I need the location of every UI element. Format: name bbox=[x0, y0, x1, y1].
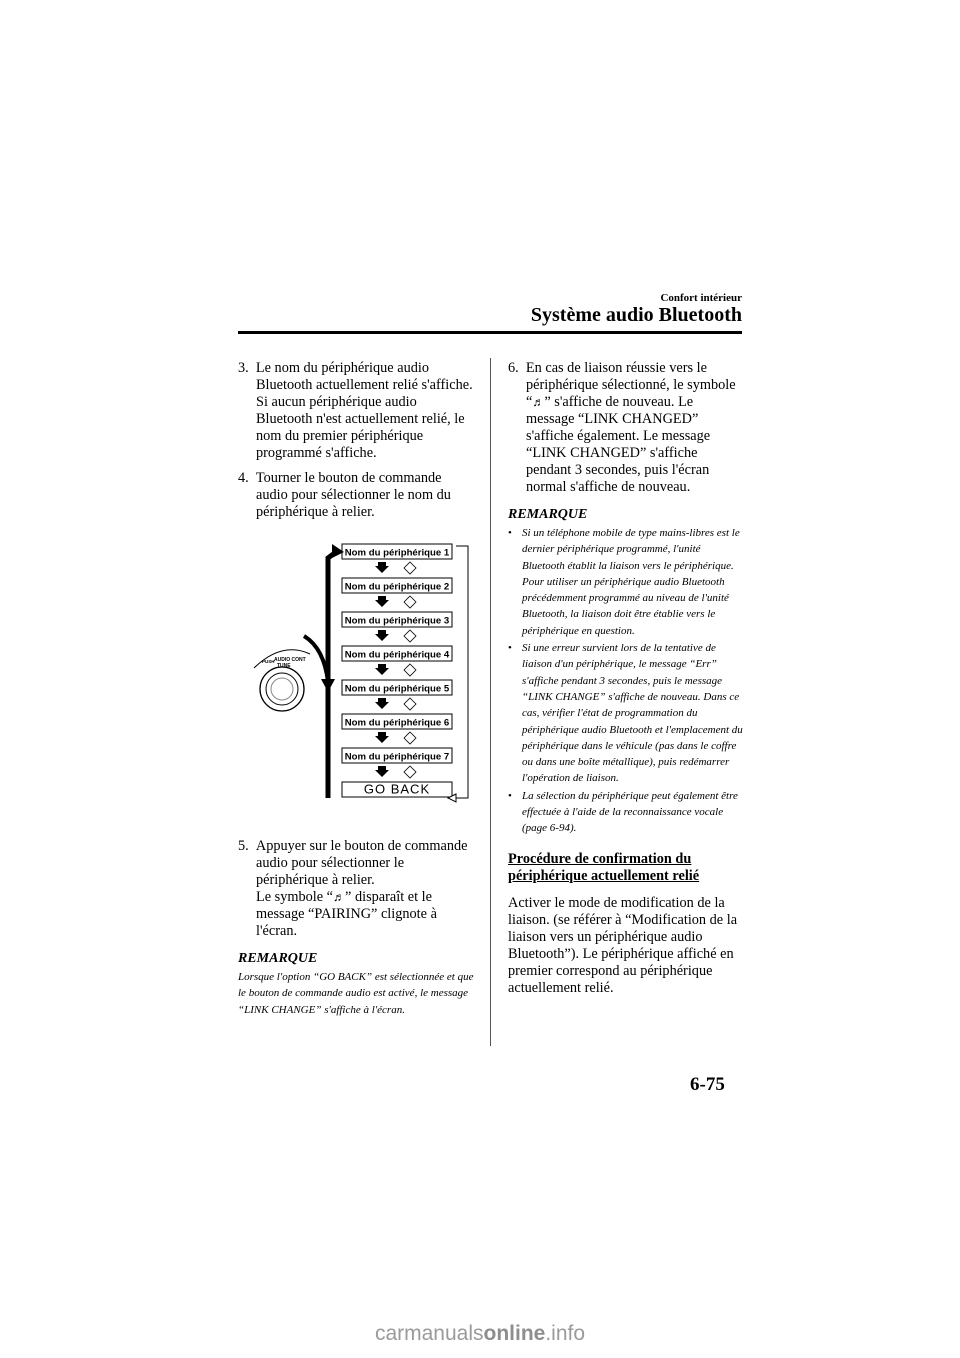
subheading-line: Procédure de confirmation du bbox=[508, 850, 692, 867]
section-label: Confort intérieur bbox=[660, 292, 742, 304]
note-bullet bbox=[508, 788, 744, 837]
music-note-icon: ♬ bbox=[333, 890, 346, 904]
down-arrow-icon bbox=[375, 596, 389, 607]
step-number: 6. bbox=[508, 360, 519, 376]
note-bullet bbox=[508, 525, 744, 639]
right-column bbox=[508, 360, 744, 1005]
hollow-diamond-icon bbox=[404, 562, 416, 574]
step-text-pre: Le symbole “ bbox=[256, 889, 334, 905]
knob-label-push: PUSH bbox=[262, 659, 275, 664]
bullet-text: Si une erreur survient lors de la tentative de liaison d'un périphérique, le message “Err” s'affiche pendant 3 secondes, puis le message “LINK CHANGE” s'affiche de nouveau. Dans ce cas, vérifier l'état de programmation du périphérique audio Bluetooth et l'emplacement du périphérique dans le véhicule (pas dans le coffre ou dans une boîte métallique), puis redémarrer l'opération de liaison. bbox=[522, 642, 743, 785]
bullet-icon: • bbox=[508, 789, 512, 802]
device-name-7: Nom du périphérique 7 bbox=[344, 751, 450, 763]
bullet-icon: • bbox=[508, 527, 512, 539]
page-number: 6-75 bbox=[690, 1074, 725, 1095]
watermark-part: online bbox=[483, 1322, 546, 1345]
step-text-pre: En cas de liaison réussie vers le périphérique sélectionné, le symbole “ bbox=[525, 360, 736, 410]
device-selection-diagram bbox=[236, 536, 476, 812]
note-text: Lorsque l'option “GO BACK” est sélectionnée et que le bouton de commande audio est activé, le message “LINK CHANGE” s'affiche à l'écran. bbox=[238, 971, 474, 1016]
down-arrow-icon bbox=[375, 732, 389, 743]
step-text-post: ” disparaît et le message “PAIRING” clignote à l'écran. bbox=[256, 889, 437, 939]
audio-control-knob bbox=[254, 636, 335, 711]
column-divider bbox=[490, 358, 491, 1046]
device-name-1: Nom du périphérique 1 bbox=[344, 547, 450, 559]
hollow-diamond-icon bbox=[404, 766, 416, 778]
note-heading: REMARQUE bbox=[508, 507, 588, 522]
step-5 bbox=[238, 838, 474, 940]
step-3 bbox=[238, 360, 474, 462]
device-name-5: Nom du périphérique 5 bbox=[344, 683, 450, 695]
down-arrow-icon bbox=[375, 766, 389, 777]
knob-label-tune: TUNE bbox=[277, 663, 291, 669]
device-name-2: Nom du périphérique 2 bbox=[344, 581, 450, 593]
step-number: 3. bbox=[238, 360, 249, 376]
header-rule bbox=[238, 331, 742, 334]
device-name-3: Nom du périphérique 3 bbox=[344, 615, 450, 627]
hollow-diamond-icon bbox=[404, 698, 416, 710]
watermark-part: .info bbox=[545, 1322, 586, 1345]
hollow-diamond-icon bbox=[404, 630, 416, 642]
note-bullet bbox=[508, 640, 744, 787]
hollow-diamond-icon bbox=[404, 664, 416, 676]
bullet-text: La sélection du périphérique peut également être effectuée à l'aide de la reconnaissance vocale (page 6-94). bbox=[522, 789, 738, 835]
section-subheading bbox=[508, 851, 744, 885]
knob-label-audio: AUDIO CONT bbox=[274, 657, 306, 663]
left-column bbox=[238, 360, 474, 529]
bullet-text: Si un téléphone mobile de type mains-libres est le dernier périphérique programmé, l'unité Bluetooth établit la liaison vers le périphérique. Pour utiliser un périphérique audio Bluetooth précédemment programmé au niveau de l'unité Bluetooth, la liaison doit être établie vers le périphérique en question. bbox=[522, 527, 740, 637]
device-name-4: Nom du périphérique 4 bbox=[344, 649, 450, 661]
page-title: Système audio Bluetooth bbox=[530, 304, 742, 326]
down-arrow-icon bbox=[375, 664, 389, 675]
subheading-line: périphérique actuellement relié bbox=[508, 867, 700, 884]
step-text-post: ” s'affiche de nouveau. Le message “LINK CHANGED” s'affiche également. Le message “LINK CHANGED” s'affiche pendant 3 secondes, puis l'écran normal s'affiche de nouveau. bbox=[526, 394, 711, 495]
step-text: Tourner le bouton de commande audio pour sélectionner le nom du périphérique à relier. bbox=[255, 470, 451, 520]
watermark bbox=[0, 1322, 960, 1346]
step-number: 4. bbox=[238, 470, 249, 486]
down-arrow-icon bbox=[375, 630, 389, 641]
down-arrow-icon bbox=[375, 698, 389, 709]
hollow-diamond-icon bbox=[404, 732, 416, 744]
paragraph: Activer le mode de modification de la liaison. (se référer à “Modification de la liaison vers un périphérique audio Bluetooth”). Le périphérique affiché en premier correspond au périphérique actuellement relié. bbox=[508, 894, 738, 996]
step-6 bbox=[508, 360, 744, 496]
step-4 bbox=[238, 470, 474, 521]
down-arrow-icon bbox=[375, 562, 389, 573]
hollow-diamond-icon bbox=[404, 596, 416, 608]
device-list bbox=[342, 544, 452, 797]
step-text: Le nom du périphérique audio Bluetooth actuellement relié s'affiche. Si aucun périphérique audio Bluetooth n'est actuellement relié, le nom du premier périphérique programmé s'affiche. bbox=[255, 360, 473, 461]
watermark-part: carmanuals bbox=[374, 1322, 484, 1345]
note-heading: REMARQUE bbox=[238, 951, 318, 966]
step-number: 5. bbox=[238, 838, 249, 854]
step-text: Appuyer sur le bouton de commande audio pour sélectionner le périphérique à relier. bbox=[255, 838, 468, 888]
music-note-icon: ♬ bbox=[532, 395, 545, 409]
left-column-bottom bbox=[238, 838, 474, 1018]
go-back-option: GO BACK bbox=[363, 781, 431, 797]
bullet-icon: • bbox=[508, 642, 512, 655]
device-name-6: Nom du périphérique 6 bbox=[344, 717, 450, 729]
